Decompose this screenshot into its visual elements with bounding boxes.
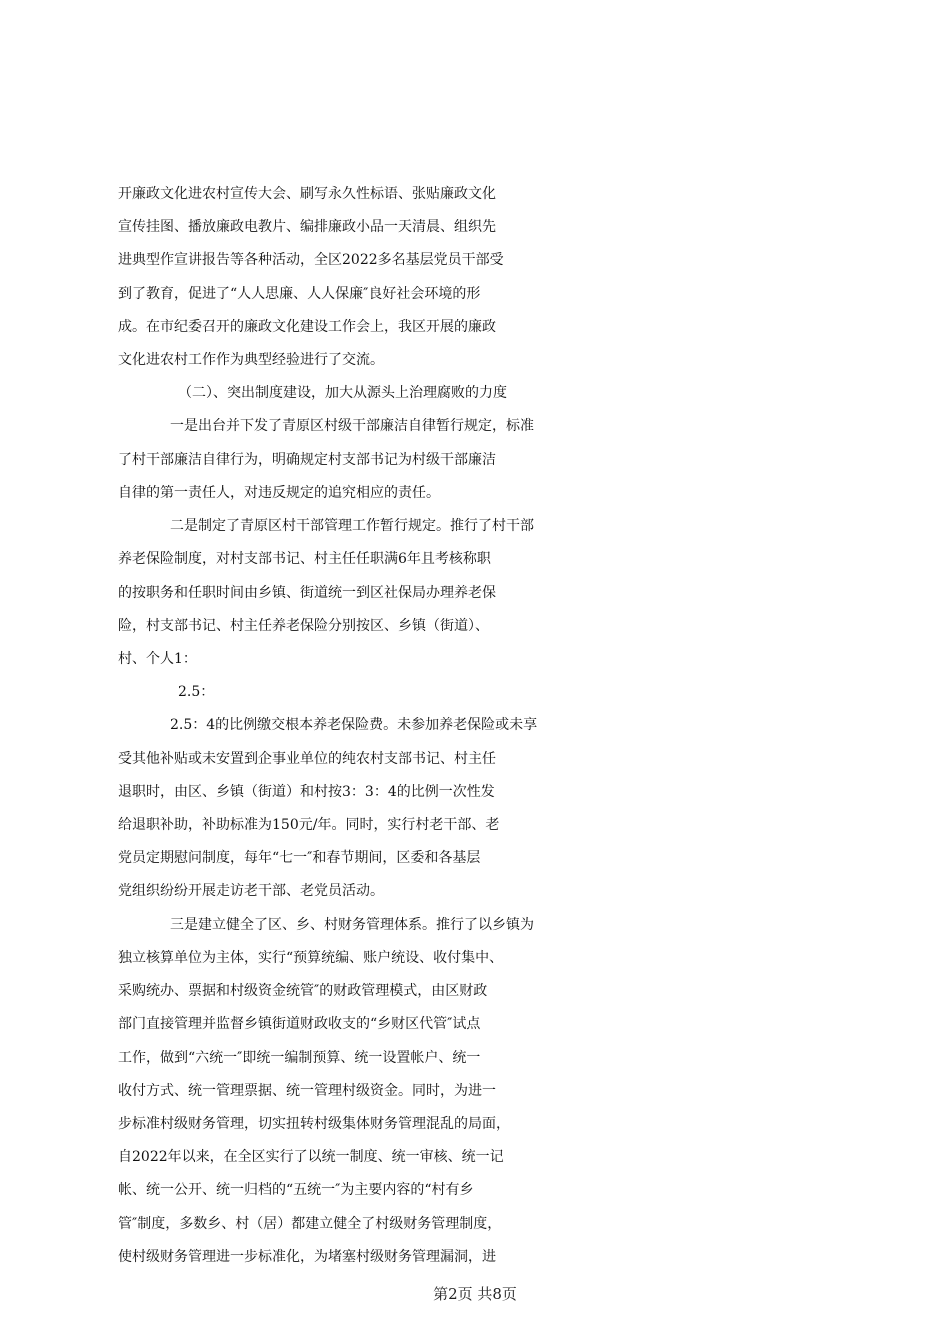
text-line bbox=[118, 211, 950, 244]
text-line bbox=[118, 1042, 950, 1075]
text-line bbox=[178, 676, 950, 709]
text-line-content: 帐、统一公开、统一归档的“五统一″为主要内容的“村有乡 bbox=[118, 1182, 474, 1199]
text-line-content: 到了教育，促进了“人人思廉、人人保廉″良好社会环境的形 bbox=[118, 285, 481, 302]
text-line-content: 了村干部廉洁自律行为，明确规定村支部书记为村级干部廉洁 bbox=[118, 451, 496, 468]
text-line bbox=[118, 477, 950, 510]
text-line-content: 步标准村级财务管理，切实扭转村级集体财务管理混乱的局面， bbox=[118, 1115, 510, 1132]
text-line bbox=[118, 1075, 950, 1108]
text-line bbox=[118, 577, 950, 610]
text-line-content: 文化进农村工作作为典型经验进行了交流。 bbox=[118, 352, 384, 369]
text-line-content: 2.5： bbox=[178, 684, 215, 701]
text-line bbox=[118, 643, 950, 676]
text-line bbox=[118, 1208, 950, 1241]
text-line bbox=[118, 311, 950, 344]
text-line-content: 村、个人1： bbox=[118, 650, 197, 667]
text-line bbox=[118, 278, 950, 311]
text-line-content: 进典型作宣讲报告等各种活动，全区2022多名基层党员干部受 bbox=[118, 252, 504, 269]
text-line bbox=[170, 909, 950, 942]
text-line-content: 独立核算单位为主体，实行“预算统编、账户统设、收付集中、 bbox=[118, 949, 504, 966]
text-line bbox=[118, 1241, 950, 1274]
text-line-content: 的按职务和任职时间由乡镇、街道统一到区社保局办理养老保 bbox=[118, 584, 496, 601]
section-heading-text: （二）、突出制度建设，加大从源头上治理腐败的力度 bbox=[178, 385, 507, 402]
text-line bbox=[118, 344, 950, 377]
text-line bbox=[118, 942, 950, 975]
text-line-content: 党组织纷纷开展走访老干部、老党员活动。 bbox=[118, 883, 384, 900]
text-line bbox=[118, 842, 950, 875]
text-line bbox=[118, 543, 950, 576]
text-line-content: 养老保险制度，对村支部书记、村主任任职满6年且考核称职 bbox=[118, 551, 491, 568]
page-number: 第2页 共8页 bbox=[433, 1285, 517, 1303]
text-line bbox=[170, 410, 950, 443]
text-line bbox=[118, 1141, 950, 1174]
text-line-content: 使村级财务管理进一步标准化，为堵塞村级财务管理漏洞，进 bbox=[118, 1248, 496, 1265]
text-line-content: 自律的第一责任人，对违反规定的追究相应的责任。 bbox=[118, 484, 440, 501]
text-line-content: 2.5：4的比例缴交根本养老保险费。未参加养老保险或未享 bbox=[170, 717, 538, 734]
text-line bbox=[170, 510, 950, 543]
text-line bbox=[118, 776, 950, 809]
text-line bbox=[118, 444, 950, 477]
text-line bbox=[170, 709, 950, 742]
text-line bbox=[118, 809, 950, 842]
text-line-content: 自2022年以来，在全区实行了以统一制度、统一审核、统一记 bbox=[118, 1149, 504, 1166]
text-line-content: 一是出台并下发了青原区村级干部廉洁自律暂行规定，标准 bbox=[170, 418, 534, 435]
text-line-content: 成。在市纪委召开的廉政文化建设工作会上，我区开展的廉政 bbox=[118, 318, 496, 335]
text-line bbox=[118, 610, 950, 643]
text-line-content: 宣传挂图、播放廉政电教片、编排廉政小品一天清晨、组织先 bbox=[118, 219, 496, 236]
text-line-content: 管″制度，多数乡、村（居）都建立健全了村级财务管理制度， bbox=[118, 1215, 502, 1232]
text-line-content: 二是制定了青原区村干部管理工作暂行规定。推行了村干部 bbox=[170, 518, 534, 535]
text-line-content: 险，村支部书记、村主任养老保险分别按区、乡镇（街道）、 bbox=[118, 617, 489, 634]
text-line bbox=[118, 178, 950, 211]
text-line-content: 采购统办、票据和村级资金统管″的财政管理模式，由区财政 bbox=[118, 983, 488, 1000]
text-line bbox=[118, 1108, 950, 1141]
text-line bbox=[118, 244, 950, 277]
text-line bbox=[118, 875, 950, 908]
text-line-content: 退职时，由区、乡镇（街道）和村按3：3：4的比例一次性发 bbox=[118, 783, 495, 800]
text-line-content: 给退职补助，补助标准为150元/年。同时，实行村老干部、老 bbox=[118, 817, 500, 834]
text-line bbox=[118, 743, 950, 776]
text-line-content: 党员定期慰问制度，每年“七一″和春节期间，区委和各基层 bbox=[118, 850, 481, 867]
text-line-content: 三是建立健全了区、乡、村财务管理体系。推行了以乡镇为 bbox=[170, 916, 534, 933]
text-line bbox=[118, 1008, 950, 1041]
page-footer bbox=[0, 1284, 950, 1304]
text-line-content: 开廉政文化进农村宣传大会、刷写永久性标语、张贴廉政文化 bbox=[118, 186, 496, 202]
text-line-content: 部门直接管理并监督乡镇街道财政收支的“乡财区代管″试点 bbox=[118, 1016, 481, 1033]
text-line bbox=[118, 1174, 950, 1207]
section-heading bbox=[178, 377, 950, 410]
text-line-content: 收付方式、统一管理票据、统一管理村级资金。同时，为进一 bbox=[118, 1082, 496, 1099]
text-line-content: 工作，做到“六统一″即统一编制预算、统一设置帐户、统一 bbox=[118, 1049, 481, 1066]
text-line bbox=[118, 975, 950, 1008]
text-line-content: 受其他补贴或未安置到企事业单位的纯农村支部书记、村主任 bbox=[118, 750, 496, 767]
